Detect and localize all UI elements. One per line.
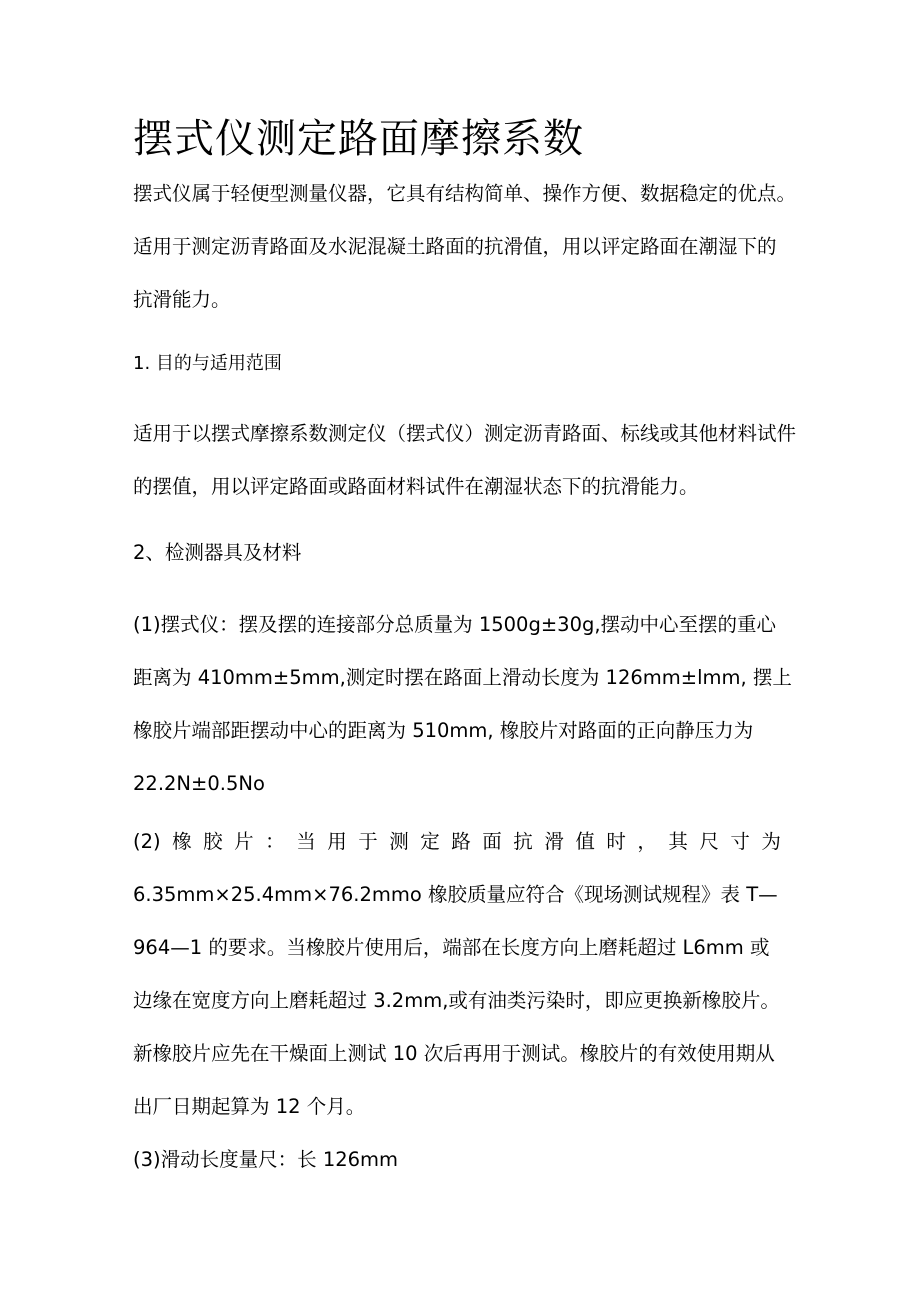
section-2-heading xyxy=(133,526,793,579)
spread-char: 于 xyxy=(358,830,378,853)
spread-char: 片 xyxy=(234,830,254,853)
item-1-paragraph xyxy=(133,598,793,810)
item-3-paragraph xyxy=(133,1133,793,1186)
spread-char: 寸 xyxy=(730,830,750,853)
section-1-heading xyxy=(133,337,793,390)
spread-char: ： xyxy=(265,830,285,853)
text-line: 6.35mm×25.4mm×76.2mmo 橡胶质量应符合《现场测试规程》表 T— xyxy=(133,883,778,906)
spread-char: 为 xyxy=(761,830,781,853)
text-line: 22.2N±0.5No xyxy=(133,772,265,795)
text-line: 964—1 的要求。当橡胶片使用后，端部在长度方向上磨耗超过 L6mm 或 xyxy=(133,936,770,959)
spread-char: 滑 xyxy=(544,830,564,853)
spread-char: 时 xyxy=(606,830,626,853)
spread-char: 抗 xyxy=(513,830,533,853)
text-line: 距离为 410mm±5mm,测定时摆在路面上滑动长度为 126mm±lmm, 摆上 xyxy=(133,666,792,689)
spread-char: 其 xyxy=(668,830,688,853)
spread-char: 胶 xyxy=(203,830,223,853)
intro-paragraph xyxy=(133,167,797,326)
spread-char: 面 xyxy=(482,830,502,853)
spread-char: (2) xyxy=(133,830,161,853)
item-2-paragraph xyxy=(133,815,793,1133)
spread-char: 橡 xyxy=(172,830,192,853)
section-1-body xyxy=(133,407,797,513)
heading-text: 1. 目的与适用范围 xyxy=(133,353,282,374)
text-line-spread xyxy=(133,815,781,868)
document-title: 摆式仪测定路面摩擦系数 xyxy=(133,116,584,162)
text-line: 橡胶片端部距摆动中心的距离为 510mm, 橡胶片对路面的正向静压力为 xyxy=(133,719,754,742)
spread-char: 用 xyxy=(327,830,347,853)
heading-text: 2、检测器具及材料 xyxy=(133,541,302,564)
spread-char: 测 xyxy=(389,830,409,853)
spread-char: 值 xyxy=(575,830,595,853)
text-line: (3)滑动长度量尺：长 126mm xyxy=(133,1148,399,1171)
text-line: 抗滑能力。 xyxy=(133,288,231,311)
text-line: 出厂日期起算为 12 个月。 xyxy=(133,1095,366,1118)
text-line: 适用于测定沥青路面及水泥混凝土路面的抗滑值，用以评定路面在潮湿下的 xyxy=(133,235,777,258)
text-line: 摆式仪属于轻便型测量仪器，它具有结构简单、操作方便、数据稳定的优点。 xyxy=(133,182,797,205)
text-line: (1)摆式仪：摆及摆的连接部分总质量为 1500g±30g,摆动中心至摆的重心 xyxy=(133,613,777,636)
text-line: 边缘在宽度方向上磨耗超过 3.2mm,或有油类污染时，即应更换新橡胶片。 xyxy=(133,989,780,1012)
spread-char: ， xyxy=(637,830,657,853)
spread-char: 当 xyxy=(296,830,316,853)
text-line: 适用于以摆式摩擦系数测定仪（摆式仪）测定沥青路面、标线或其他材料试件 xyxy=(133,422,797,445)
text-line: 的摆值，用以评定路面或路面材料试件在潮湿状态下的抗滑能力。 xyxy=(133,475,699,498)
spread-char: 路 xyxy=(451,830,471,853)
spread-char: 定 xyxy=(420,830,440,853)
spread-char: 尺 xyxy=(699,830,719,853)
text-line: 新橡胶片应先在干燥面上测试 10 次后再用于测试。橡胶片的有效使用期从 xyxy=(133,1042,775,1065)
